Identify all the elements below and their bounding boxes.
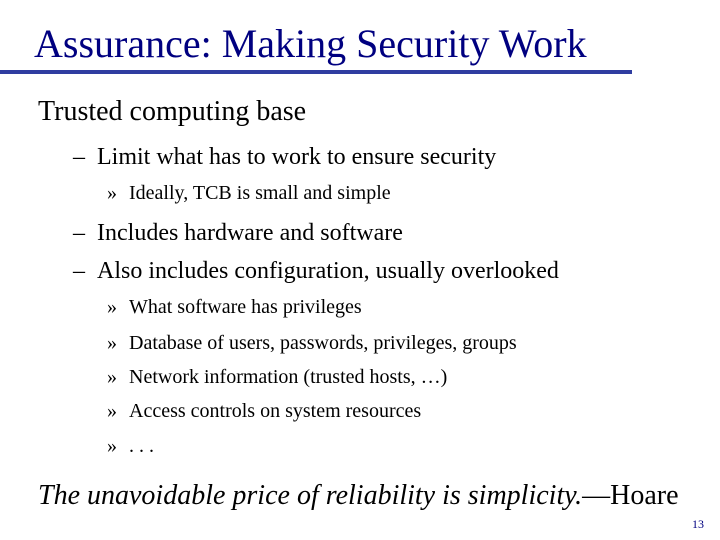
quote-attribution: —Hoare: [582, 480, 679, 511]
slide-title: Assurance: Making Security Work: [34, 21, 587, 66]
bullet-text: Limit what has to work to ensure security: [97, 144, 497, 170]
chevron-marker: »: [107, 435, 117, 457]
bullet-level3-access-controls: [107, 399, 421, 423]
chevron-marker: »: [107, 182, 117, 204]
bullet-text: Includes hardware and software: [97, 220, 403, 246]
bullet-text: Trusted computing base: [38, 96, 307, 127]
bullet-level2-configuration: [73, 257, 559, 285]
title-underline: [0, 70, 632, 74]
page-number: 13: [692, 517, 704, 531]
bullet-level3-network-info: [107, 365, 447, 389]
bullet-text: Network information (trusted hosts, …): [129, 366, 448, 388]
bullet-level3-ellipsis: [107, 434, 154, 458]
bullet-text: Also includes configuration, usually overlooked: [97, 258, 559, 284]
dash-marker: –: [73, 144, 85, 170]
bullet-text: Database of users, passwords, privileges, groups: [129, 332, 517, 354]
chevron-marker: »: [107, 400, 117, 422]
bullet-level2-hardware-software: [73, 219, 403, 247]
dash-marker: –: [73, 220, 85, 246]
bullet-level1-trusted-computing-base: [38, 96, 306, 128]
chevron-marker: »: [107, 296, 117, 318]
bullet-text: Access controls on system resources: [129, 400, 422, 422]
bullet-text: What software has privileges: [129, 296, 362, 318]
bullet-text: Ideally, TCB is small and simple: [129, 182, 391, 204]
closing-quote: [38, 480, 679, 512]
bullet-level3-tcb-small: [107, 181, 391, 205]
bullet-level3-software-privileges: [107, 295, 362, 319]
bullet-text: . . .: [129, 435, 154, 457]
bullet-level3-database-users: [107, 331, 517, 355]
bullet-level2-limit-what-has-to-work: [73, 143, 496, 171]
quote-text: The unavoidable price of reliability is simplicity.: [38, 480, 583, 511]
chevron-marker: »: [107, 332, 117, 354]
chevron-marker: »: [107, 366, 117, 388]
dash-marker: –: [73, 258, 85, 284]
